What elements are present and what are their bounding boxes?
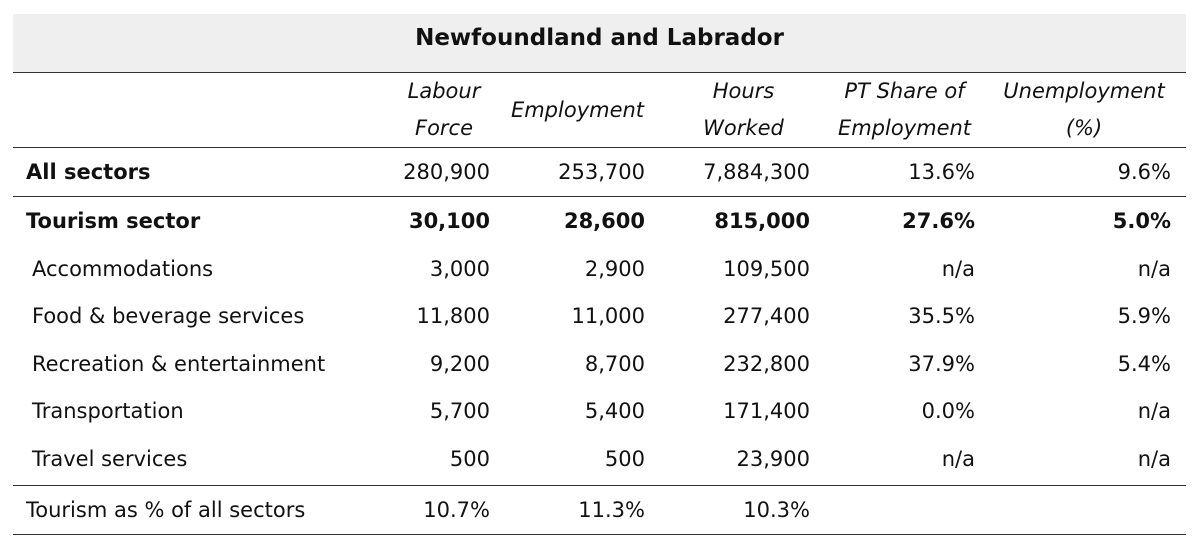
cell-hours-worked: 815,000: [714, 209, 810, 233]
cell-employment: 11,000: [571, 304, 645, 329]
cell-pt-share: n/a: [941, 256, 975, 281]
header-pt-share: [810, 73, 975, 147]
cell-unemployment: 9.6%: [1117, 160, 1171, 184]
header-pt-share-line1: PT Share of: [844, 79, 965, 103]
table-title: Newfoundland and Labrador: [415, 25, 784, 51]
cell-pt-share: 37.9%: [908, 351, 975, 376]
cell-pt-share: 13.6%: [908, 160, 975, 184]
cell-unemployment: 5.9%: [1117, 304, 1171, 329]
cell-unemployment: 5.4%: [1117, 351, 1171, 376]
cell-labour-force: 5,700: [429, 399, 490, 424]
header-employment: Employment: [510, 97, 645, 122]
cell-unemployment: n/a: [1137, 446, 1171, 471]
row-all-sectors: [13, 148, 1186, 197]
header-pt-share-line2: Employment: [837, 116, 972, 140]
row-subsector: [13, 340, 1186, 388]
header-unemployment: [975, 73, 1173, 147]
row-label: Travel services: [32, 446, 188, 471]
cell-hours-worked: 109,500: [723, 256, 810, 281]
cell-labour-force: 30,100: [408, 209, 490, 233]
cell-employment: 2,900: [584, 256, 645, 281]
header-hours-worked-line1: Hours: [712, 79, 775, 103]
subsector-rows: [13, 245, 1186, 483]
cell-employment: 11.3%: [578, 497, 645, 522]
cell-employment: 28,600: [563, 209, 645, 233]
cell-labour-force: 280,900: [403, 160, 490, 184]
cell-hours-worked: 23,900: [736, 446, 810, 471]
cell-hours-worked: 7,884,300: [703, 160, 810, 184]
cell-labour-force: 9,200: [429, 351, 490, 376]
row-subsector: [13, 388, 1186, 436]
row-label: Transportation: [32, 399, 184, 424]
header-unemployment-line2: (%): [1065, 116, 1103, 140]
table-title-band: [13, 14, 1186, 73]
cell-labour-force: 3,000: [429, 256, 490, 281]
row-label: Accommodations: [32, 256, 214, 281]
header-hours-worked-line2: Worked: [703, 116, 784, 140]
cell-labour-force: 500: [449, 446, 490, 471]
header-row: [13, 73, 1186, 148]
row-subsector: [13, 293, 1186, 341]
cell-hours-worked: 10.3%: [743, 497, 810, 522]
cell-hours-worked: 171,400: [723, 399, 810, 424]
row-label: Tourism sector: [26, 209, 201, 233]
header-labour-force-line1: Labour: [407, 79, 481, 103]
cell-employment: 500: [604, 446, 645, 471]
row-label: All sectors: [26, 160, 151, 184]
row-label: Recreation & entertainment: [32, 351, 326, 376]
header-labour-force-line2: Force: [414, 116, 474, 140]
cell-unemployment: n/a: [1137, 399, 1171, 424]
cell-pt-share: n/a: [941, 446, 975, 471]
cell-employment: 5,400: [584, 399, 645, 424]
cell-labour-force: 10.7%: [423, 497, 490, 522]
cell-hours-worked: 232,800: [723, 351, 810, 376]
header-labour-force: [330, 73, 490, 147]
cell-pt-share: 35.5%: [908, 304, 975, 329]
cell-unemployment: n/a: [1137, 256, 1171, 281]
row-tourism-share: [13, 485, 1186, 535]
cell-hours-worked: 277,400: [723, 304, 810, 329]
row-label: Tourism as % of all sectors: [26, 497, 306, 522]
row-tourism-sector: [13, 197, 1186, 245]
row-label: Food & beverage services: [32, 304, 305, 329]
row-subsector: [13, 245, 1186, 293]
data-table: [13, 14, 1186, 535]
cell-employment: 8,700: [584, 351, 645, 376]
cell-unemployment: 5.0%: [1112, 209, 1171, 233]
cell-pt-share: 27.6%: [902, 209, 975, 233]
row-subsector: [13, 435, 1186, 483]
cell-pt-share: 0.0%: [921, 399, 975, 424]
header-unemployment-line1: Unemployment: [1003, 79, 1165, 103]
cell-labour-force: 11,800: [416, 304, 490, 329]
header-hours-worked: [645, 73, 810, 147]
cell-employment: 253,700: [558, 160, 645, 184]
